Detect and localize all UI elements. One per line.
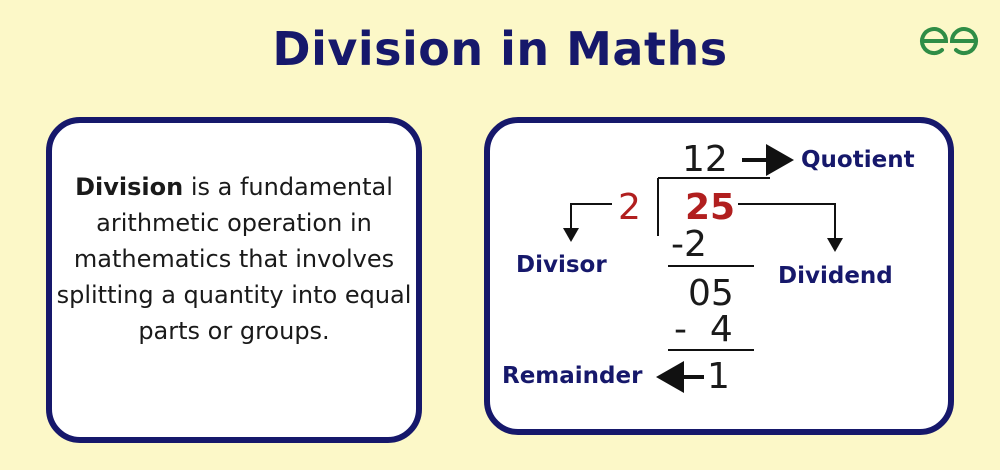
page-title: Division in Maths <box>272 22 728 76</box>
divisor-arrow <box>571 204 612 240</box>
definition-body: is a fundamental arithmetic operation in mathematics that involves splitting a quantity into equal parts or groups. <box>56 173 412 345</box>
dividend-arrow <box>738 204 835 250</box>
quotient-value: 12 <box>682 139 728 180</box>
dividend-label: Dividend <box>778 263 893 289</box>
step-subtract-2: - 4 <box>674 309 733 350</box>
step-result-1: 05 <box>688 273 734 314</box>
definition-term: Division <box>75 173 184 201</box>
dividend-value: 25 <box>685 187 736 228</box>
remainder-label: Remainder <box>502 363 643 389</box>
divisor-value: 2 <box>618 187 641 228</box>
quotient-label: Quotient <box>801 147 915 173</box>
divisor-label: Divisor <box>516 252 607 278</box>
remainder-value: 1 <box>707 356 730 397</box>
step-subtract-1: -2 <box>671 224 707 265</box>
